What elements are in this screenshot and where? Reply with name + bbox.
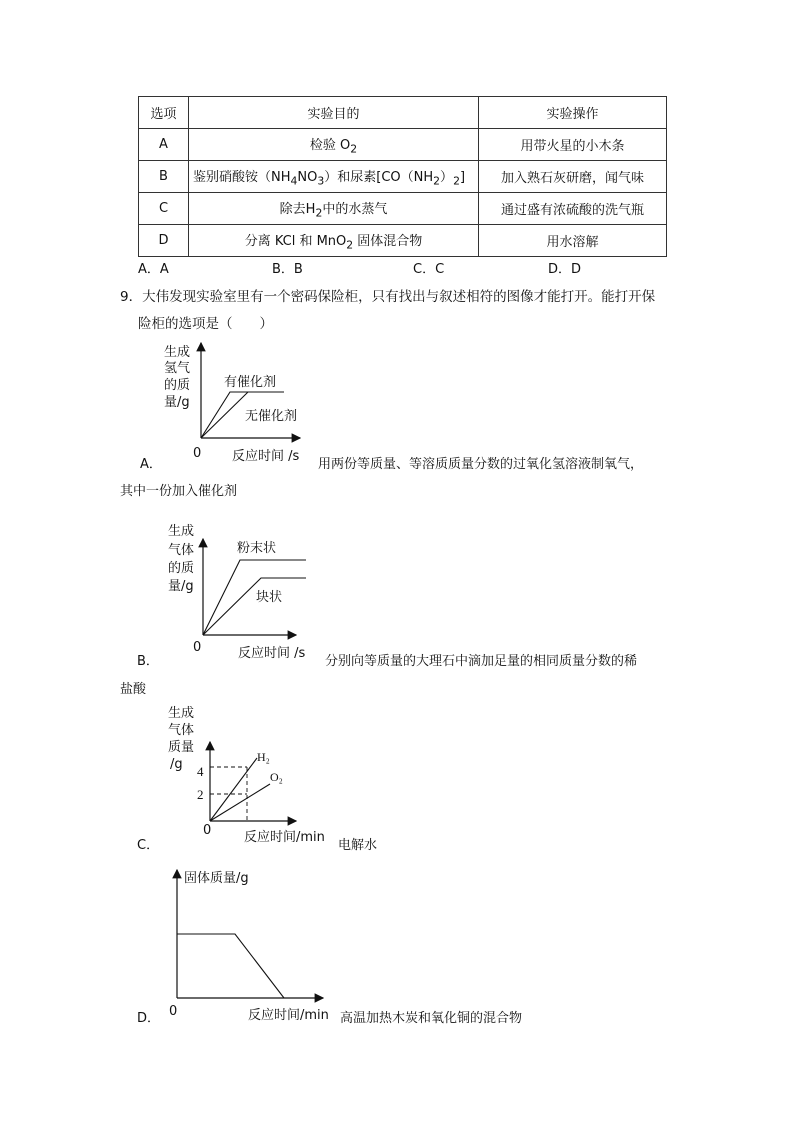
- option-cell: A: [139, 129, 189, 161]
- table-header-row: [139, 97, 667, 129]
- y-label-line: /g: [170, 757, 183, 772]
- option-c-label[interactable]: C．: [137, 838, 160, 853]
- origin-label: 0: [193, 640, 202, 655]
- table-row: [139, 129, 667, 161]
- table-header-cell: 选项: [139, 97, 189, 129]
- option-b-label[interactable]: B．: [137, 654, 159, 669]
- y-label-line: 气体: [168, 723, 195, 738]
- table-header-cell: 实验操作: [479, 97, 667, 129]
- series-line-powder: [203, 560, 306, 635]
- option-a-desc2: 其中一份加入催化剂: [120, 484, 238, 499]
- q9-stem-line2: 险柜的选项是（ ）: [138, 316, 273, 332]
- y-label-line: 氢气: [164, 361, 191, 376]
- y-tick-label: 4: [197, 764, 204, 779]
- x-axis-label: 反应时间/min: [248, 1008, 329, 1023]
- operation-cell: 通过盛有浓硫酸的洗气瓶: [479, 193, 667, 225]
- option-a-label[interactable]: A．: [140, 457, 162, 472]
- series-label: 有催化剂: [224, 375, 277, 390]
- series-label: 块状: [256, 590, 283, 605]
- option-cell: B: [139, 161, 189, 193]
- purpose-cell: 鉴别硝酸铵$(NH_4NO_3)$和尿素$[CO(NH_2)_2]$: [189, 161, 479, 193]
- choice-b[interactable]: B．B: [272, 262, 303, 277]
- table-row: [139, 161, 667, 193]
- y-label-line: 的质: [168, 561, 195, 576]
- option-b-desc2: 盐酸: [120, 682, 147, 697]
- series-label: H₂: [257, 750, 270, 764]
- origin-label: 0: [193, 446, 202, 461]
- option-cell: D: [139, 225, 189, 257]
- operation-cell: 用水溶解: [479, 225, 667, 257]
- purpose-cell: 分离 KCl 和 MnO$_2$ 固体混合物: [189, 225, 479, 257]
- series-line-o2: [210, 784, 270, 821]
- choice-c[interactable]: C．C: [413, 262, 445, 277]
- y-label-line: 的质: [164, 378, 191, 393]
- y-label-line: 量/g: [164, 395, 190, 410]
- graph-c: [160, 700, 340, 848]
- operation-cell: 用带火星的小木条: [479, 129, 667, 161]
- series-line-solid-mass: [177, 934, 284, 998]
- series-label: 无催化剂: [245, 409, 298, 424]
- series-label: 粉末状: [237, 541, 277, 556]
- y-label-line: 生成: [164, 345, 191, 360]
- table-row: [139, 225, 667, 257]
- graph-d: [160, 862, 350, 1027]
- series-line-block: [203, 578, 306, 635]
- x-axis-label: 反应时间 /s: [238, 646, 306, 661]
- option-c-desc: 电解水: [338, 838, 378, 853]
- choice-d[interactable]: D．D: [548, 262, 582, 277]
- series-label: O₂: [270, 770, 283, 784]
- q8-table: [138, 96, 667, 257]
- y-label-line: 气体: [168, 543, 195, 558]
- series-line-h2: [210, 758, 257, 821]
- table-header-cell: 实验目的: [189, 97, 479, 129]
- choice-a[interactable]: A．A: [138, 262, 169, 277]
- x-axis-label: 反应时间 /s: [232, 449, 300, 464]
- table-row: [139, 193, 667, 225]
- x-axis-label: 反应时间/min: [244, 830, 325, 845]
- y-label-line: 量/g: [168, 579, 194, 594]
- origin-label: 0: [203, 823, 212, 838]
- graph-a: [160, 335, 320, 470]
- y-label-line: 生成: [168, 524, 195, 539]
- y-axis-label: 固体质量/g: [184, 871, 249, 886]
- operation-cell: 加入熟石灰研磨，闻气味: [479, 161, 667, 193]
- option-b-desc: 分别向等质量的大理石中滴加足量的相同质量分数的稀: [325, 654, 638, 669]
- option-cell: C: [139, 193, 189, 225]
- y-label-line: 生成: [168, 706, 195, 721]
- y-tick-label: 2: [197, 787, 204, 802]
- graph-b: [160, 515, 330, 665]
- option-d-label[interactable]: D．: [137, 1011, 161, 1026]
- origin-label: 0: [169, 1004, 178, 1019]
- y-label-line: 质量: [168, 740, 195, 755]
- q9-stem-line1: 9．大伟发现实验室里有一个密码保险柜，只有找出与叙述相符的图像才能打开。能打开保: [120, 289, 656, 305]
- purpose-cell: 检验 $O_2$: [189, 129, 479, 161]
- purpose-cell: 除去$H_2$中的水蒸气: [189, 193, 479, 225]
- option-d-desc: 高温加热木炭和氧化铜的混合物: [340, 1011, 523, 1026]
- option-a-desc: 用两份等质量、等溶质质量分数的过氧化氢溶液制氧气，: [318, 457, 644, 472]
